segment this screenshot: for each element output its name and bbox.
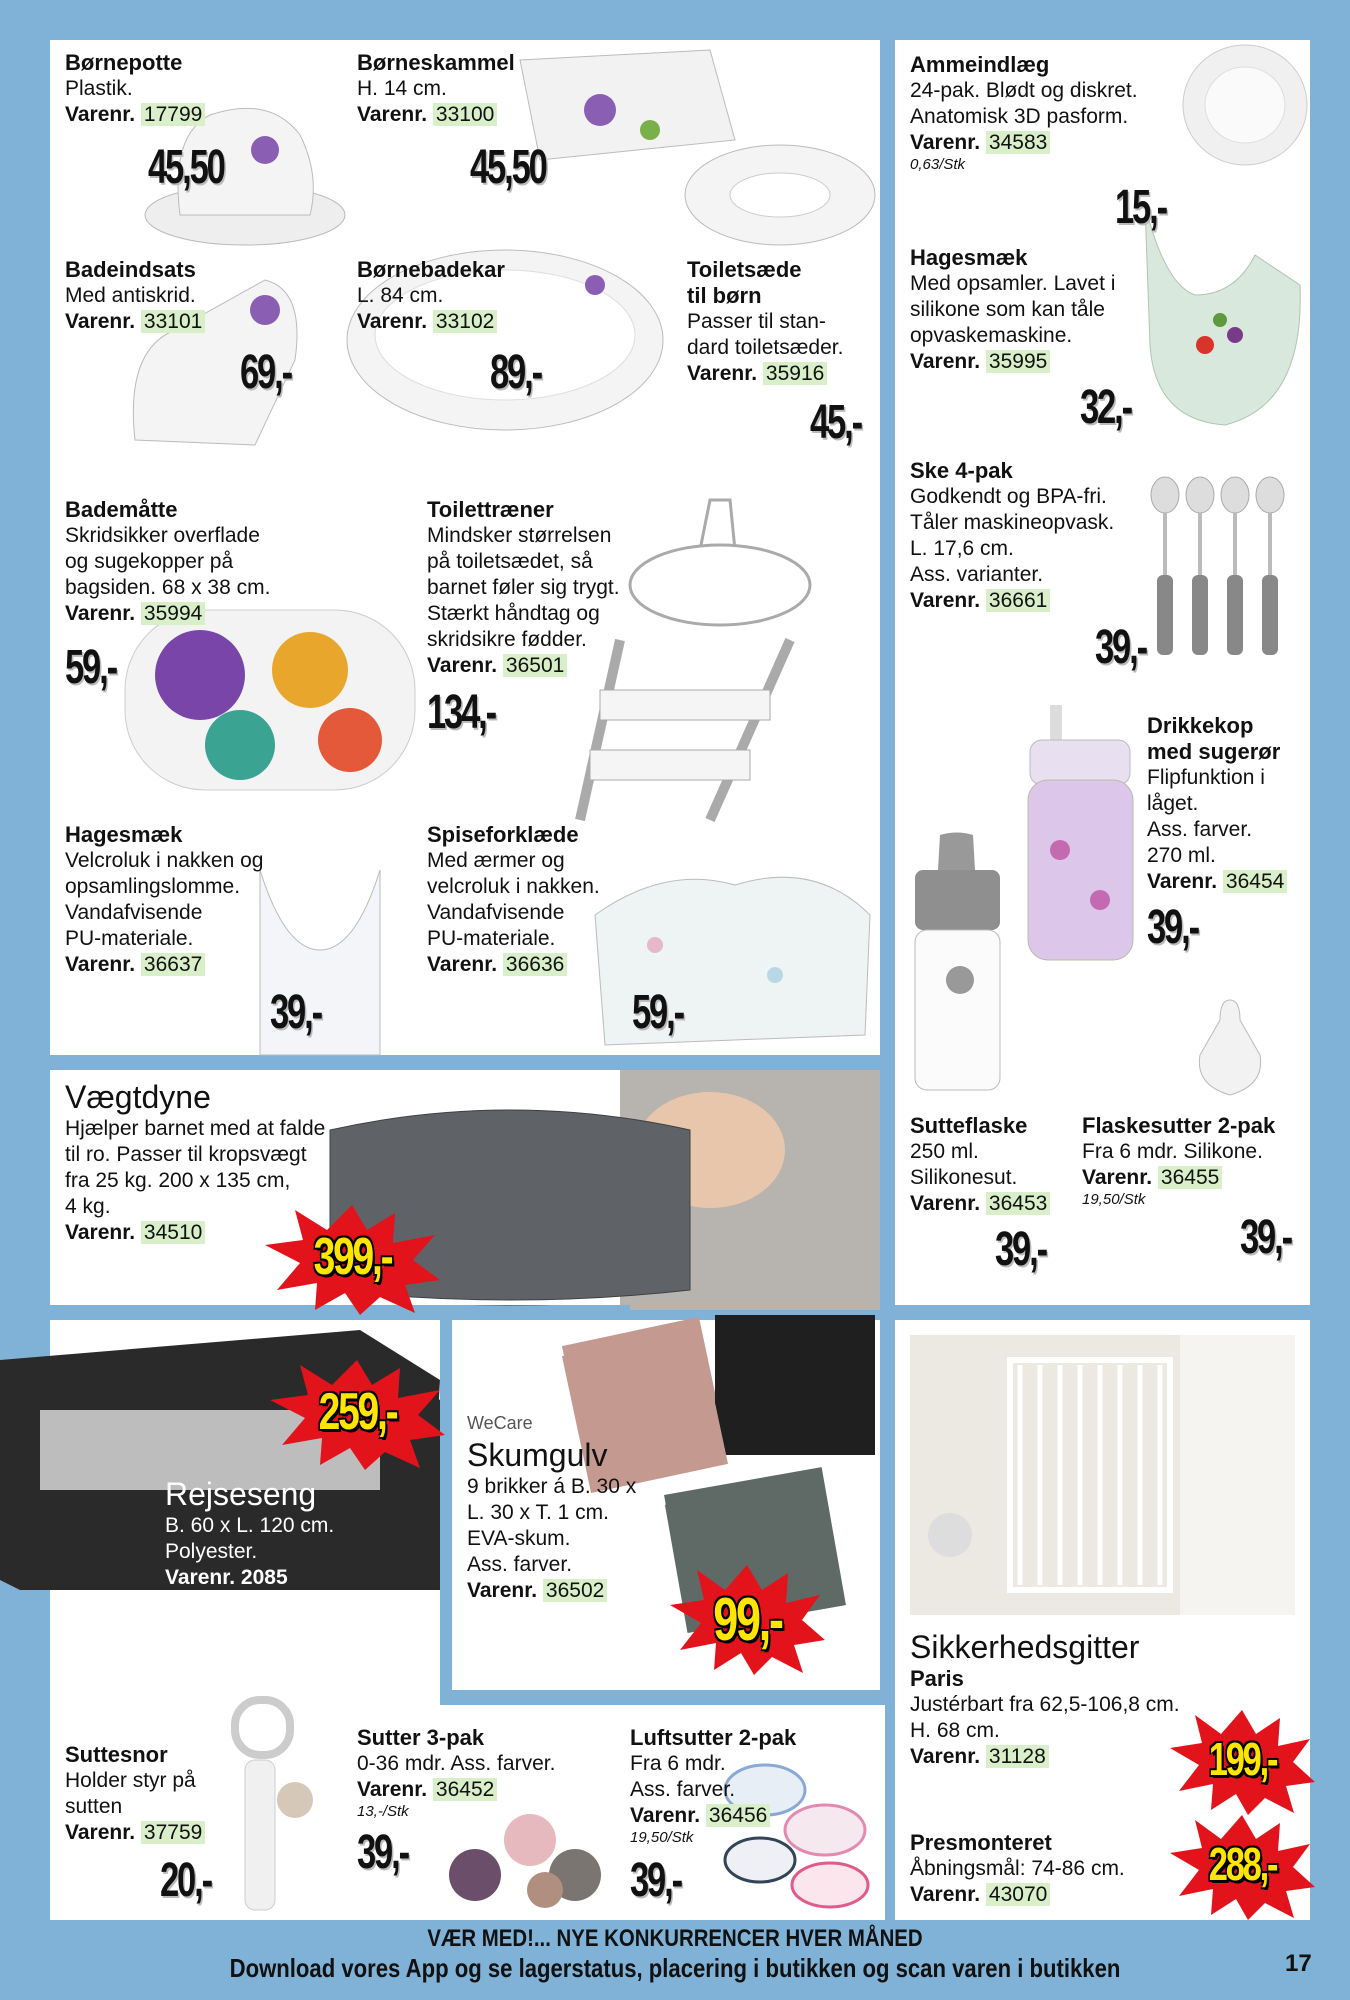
- bath-mat-image: [120, 605, 420, 795]
- varenr-number: 31128: [986, 1745, 1049, 1768]
- product-title: Børnepotte: [65, 50, 183, 75]
- price-bornebadekar: 89,-: [490, 346, 541, 399]
- price-bademaatte: 59,-: [65, 641, 116, 694]
- varenr: Varenr. 33100: [357, 102, 515, 128]
- product-desc: Åbningsmål: 74-86 cm.: [910, 1857, 1125, 1880]
- varenr-number: 43070: [986, 1883, 1050, 1906]
- price-borneskammel: 45,50: [470, 141, 546, 194]
- page-number: 17: [1285, 1950, 1312, 1977]
- product-sutter-3-pak: [357, 1725, 555, 1821]
- price-ammeindlaeg: 15,-: [1115, 181, 1166, 234]
- product-desc: Med antiskrid.: [65, 284, 196, 307]
- product-title: Sutter 3-pak: [357, 1725, 485, 1750]
- varenr: Varenr. 36661: [910, 588, 1114, 614]
- varenr: Varenr. 36455: [1082, 1165, 1275, 1191]
- product-title: Rejseseng: [165, 1476, 317, 1512]
- footer-contest-text: VÆR MED!... NYE KONKURRENCER HVER MÅNED: [427, 1925, 923, 1952]
- product-skumgulv: [467, 1410, 636, 1604]
- price-bornepotte: 45,50: [148, 141, 224, 194]
- price: 399,-: [313, 1228, 392, 1286]
- product-variant: Paris: [910, 1666, 964, 1691]
- product-desc: B. 60 x L. 120 cm. Polyester.: [165, 1514, 335, 1563]
- varenr-number: 36502: [543, 1579, 607, 1602]
- product-luftsutter: [630, 1725, 796, 1847]
- varenr-number: 36452: [433, 1778, 497, 1801]
- product-ske: [910, 458, 1114, 614]
- varenr: Varenr. 34510: [65, 1220, 325, 1246]
- product-hagesmaek-silikone: [910, 245, 1115, 375]
- varenr-number: 36454: [1223, 870, 1287, 893]
- product-desc: Mindsker størrelsen på toiletsædet, så barnet føler sig trygt. Stærkt håndtag og skridsikre fødder.: [427, 524, 620, 651]
- product-desc: 9 brikker á B. 30 x L. 30 x T. 1 cm. EVA-skum. Ass. farver.: [467, 1475, 637, 1576]
- price-burst-sikkerhedsgitter-presmonteret: [1170, 1815, 1315, 1920]
- toilet-seat-image: [680, 125, 880, 250]
- price-ske: 39,-: [1095, 621, 1146, 674]
- price-toiletsaede: 45,-: [810, 396, 861, 449]
- product-desc: Med opsamler. Lavet i silikone som kan tåle opvaskemaskine.: [910, 272, 1116, 347]
- product-bornepotte: [65, 50, 205, 128]
- product-title: Badeindsats: [65, 257, 196, 282]
- product-suttesnor: [65, 1742, 205, 1846]
- varenr: Varenr. 17799: [65, 102, 205, 128]
- varenr: Varenr. 35995: [910, 349, 1115, 375]
- product-desc: 0-36 mdr. Ass. farver.: [357, 1752, 556, 1775]
- product-desc: 24-pak. Blødt og diskret. Anatomisk 3D pasform.: [910, 79, 1138, 128]
- price-flaskesutter: 39,-: [1240, 1211, 1291, 1264]
- varenr-number: 36636: [503, 953, 567, 976]
- product-flaskesutter: [1082, 1113, 1275, 1209]
- varenr: Varenr. 2085: [165, 1566, 288, 1589]
- price-hagesmaek-pu: 39,-: [270, 986, 321, 1039]
- varenr: Varenr. 36456: [630, 1803, 796, 1829]
- varenr-number: 37759: [141, 1821, 205, 1844]
- product-desc: Justérbart fra 62,5-106,8 cm. H. 68 cm.: [910, 1693, 1180, 1742]
- price: 99,-: [713, 1586, 782, 1653]
- apron-image: [585, 855, 880, 1050]
- varenr: Varenr. 43070: [910, 1882, 1125, 1908]
- sippy-cup-image: [1020, 700, 1135, 965]
- product-desc: Velcroluk i nakken og opsamlingslomme. Vandafvisende PU-materiale.: [65, 849, 264, 950]
- product-sikkerhedsgitter: [910, 1628, 1180, 1770]
- product-desc: 250 ml. Silikonesut.: [910, 1140, 1018, 1189]
- spoons-image: [1145, 475, 1295, 665]
- price-luftsutter: 39,-: [630, 1854, 681, 1907]
- varenr-number: 36456: [706, 1804, 770, 1827]
- product-desc: Hjælper barnet med at falde til ro. Passer til kropsvægt fra 25 kg. 200 x 135 cm, 4 kg.: [65, 1117, 326, 1218]
- product-desc: Godkendt og BPA-fri. Tåler maskineopvask. L. 17,6 cm. Ass. varianter.: [910, 485, 1115, 586]
- product-variant: Presmonteret: [910, 1830, 1052, 1855]
- varenr: Varenr. 35916: [687, 361, 843, 387]
- brand-logo: WeCare: [467, 1413, 533, 1433]
- varenr-number: 36455: [1158, 1166, 1222, 1189]
- footer-app-text: Download vores App og se lagerstatus, placering i butikken og scan varen i butikken: [229, 1953, 1121, 1983]
- varenr-number: 2085: [240, 1566, 288, 1589]
- product-desc: Fra 6 mdr. Silikone.: [1082, 1140, 1263, 1163]
- price-hagesmaek-silikone: 32,-: [1080, 381, 1131, 434]
- product-title: Bademåtte: [65, 497, 178, 522]
- product-desc: L. 84 cm.: [357, 284, 444, 307]
- varenr-number: 34510: [141, 1221, 205, 1244]
- product-desc: Holder styr på sutten: [65, 1769, 196, 1818]
- product-title: Spiseforklæde: [427, 822, 579, 847]
- varenr-number: 36637: [141, 953, 205, 976]
- varenr: Varenr. 36501: [427, 653, 620, 679]
- varenr: Varenr. 34583: [910, 130, 1138, 156]
- product-drikkekop: [1147, 713, 1287, 895]
- unit-price: 0,63/Stk: [910, 156, 966, 173]
- product-desc: Plastik.: [65, 77, 133, 100]
- product-rejseseng: [165, 1475, 334, 1591]
- product-toilettraener: [427, 497, 620, 679]
- price-toilettraener: 134,-: [427, 686, 495, 739]
- footer: [0, 1925, 1350, 1984]
- price-badeindsats: 69,-: [240, 346, 291, 399]
- price: 259,-: [318, 1383, 397, 1441]
- baby-bottle-image: [905, 830, 1010, 1095]
- varenr-number: 33101: [141, 310, 205, 333]
- product-title: Hagesmæk: [910, 245, 1028, 270]
- nursing-pad-image: [1180, 40, 1310, 170]
- product-desc: Skridsikker overflade og sugekopper på bagsiden. 68 x 38 cm.: [65, 524, 271, 599]
- product-toiletsaede: [687, 257, 843, 387]
- safety-gate-image: [910, 1335, 1295, 1615]
- price-burst-rejseseng: [270, 1360, 445, 1470]
- varenr: Varenr. 36452: [357, 1777, 555, 1803]
- varenr-number: 33100: [433, 103, 497, 126]
- varenr-number: 36453: [986, 1192, 1050, 1215]
- varenr: Varenr. 33101: [65, 309, 205, 335]
- varenr: Varenr. 33102: [357, 309, 505, 335]
- varenr: Varenr. 35994: [65, 601, 270, 627]
- price-drikkekop: 39,-: [1147, 901, 1198, 954]
- varenr: Varenr. 36637: [65, 952, 263, 978]
- product-title: Flaskesutter 2-pak: [1082, 1113, 1276, 1138]
- product-title: Hagesmæk: [65, 822, 183, 847]
- price-burst-skumgulv: [670, 1565, 825, 1675]
- product-badeindsats: [65, 257, 205, 335]
- product-title: Ske 4-pak: [910, 458, 1013, 483]
- unit-price: 19,50/Stk: [1082, 1191, 1146, 1208]
- product-borneskammel: [357, 50, 515, 128]
- price: 288,-: [1208, 1838, 1277, 1890]
- varenr: Varenr. 36502: [467, 1578, 636, 1604]
- varenr-number: 35995: [986, 350, 1050, 373]
- product-title: Toiletsæde til børn: [687, 257, 802, 308]
- product-sikkerhedsgitter-presmonteret: [910, 1830, 1125, 1908]
- product-desc: Flipfunktion i låget. Ass. farver. 270 ml.: [1147, 766, 1265, 867]
- varenr: Varenr. 36454: [1147, 869, 1287, 895]
- product-title: Skumgulv: [467, 1437, 608, 1473]
- product-title: Sikkerhedsgitter: [910, 1629, 1140, 1665]
- product-title: Suttesnor: [65, 1742, 168, 1767]
- varenr: Varenr. 36453: [910, 1191, 1050, 1217]
- varenr-number: 33102: [433, 310, 497, 333]
- product-title: Sutteflaske: [910, 1113, 1028, 1138]
- product-ammeindlaeg: [910, 52, 1138, 174]
- pacifier-clip-image: [200, 1690, 320, 1920]
- varenr-number: 34583: [986, 131, 1050, 154]
- product-title: Drikkekop med sugerør: [1147, 713, 1281, 764]
- varenr-number: 36501: [503, 654, 567, 677]
- product-sutteflaske: [910, 1113, 1050, 1217]
- product-title: Børnebadekar: [357, 257, 505, 282]
- product-spiseforklaede: [427, 822, 600, 978]
- product-title: Børneskammel: [357, 50, 515, 75]
- product-hagesmaek-pu: [65, 822, 263, 978]
- product-title: Vægtdyne: [65, 1079, 211, 1115]
- varenr: Varenr. 31128: [910, 1744, 1180, 1770]
- price-sutter-3-pak: 39,-: [357, 1826, 408, 1879]
- product-bornebadekar: [357, 257, 505, 335]
- price-sutteflaske: 39,-: [995, 1223, 1046, 1276]
- unit-price: 13,-/Stk: [357, 1803, 409, 1820]
- product-desc: Med ærmer og velcroluk i nakken. Vandafvisende PU-materiale.: [427, 849, 600, 950]
- price-burst-sikkerhedsgitter-paris: [1170, 1710, 1315, 1815]
- varenr-number: 17799: [141, 103, 205, 126]
- varenr-number: 36661: [986, 589, 1050, 612]
- price-suttesnor: 20,-: [160, 1854, 211, 1907]
- bottle-teats-image: [1185, 995, 1275, 1100]
- product-desc: H. 14 cm.: [357, 77, 447, 100]
- product-title: Luftsutter 2-pak: [630, 1725, 797, 1750]
- price-burst-vaegtdyne: [265, 1205, 440, 1315]
- unit-price: 19,50/Stk: [630, 1829, 694, 1846]
- product-title: Toilettræner: [427, 497, 554, 522]
- varenr: Varenr. 37759: [65, 1820, 205, 1846]
- varenr: Varenr. 36636: [427, 952, 600, 978]
- product-desc: Fra 6 mdr. Ass. farver.: [630, 1752, 736, 1801]
- price-spiseforklaede: 59,-: [632, 986, 683, 1039]
- product-desc: Passer til stan- dard toiletsæder.: [687, 310, 844, 359]
- varenr-number: 35994: [141, 602, 205, 625]
- product-title: Ammeindlæg: [910, 52, 1050, 77]
- varenr-number: 35916: [763, 362, 827, 385]
- product-bademaatte: [65, 497, 270, 627]
- price: 199,-: [1208, 1733, 1277, 1785]
